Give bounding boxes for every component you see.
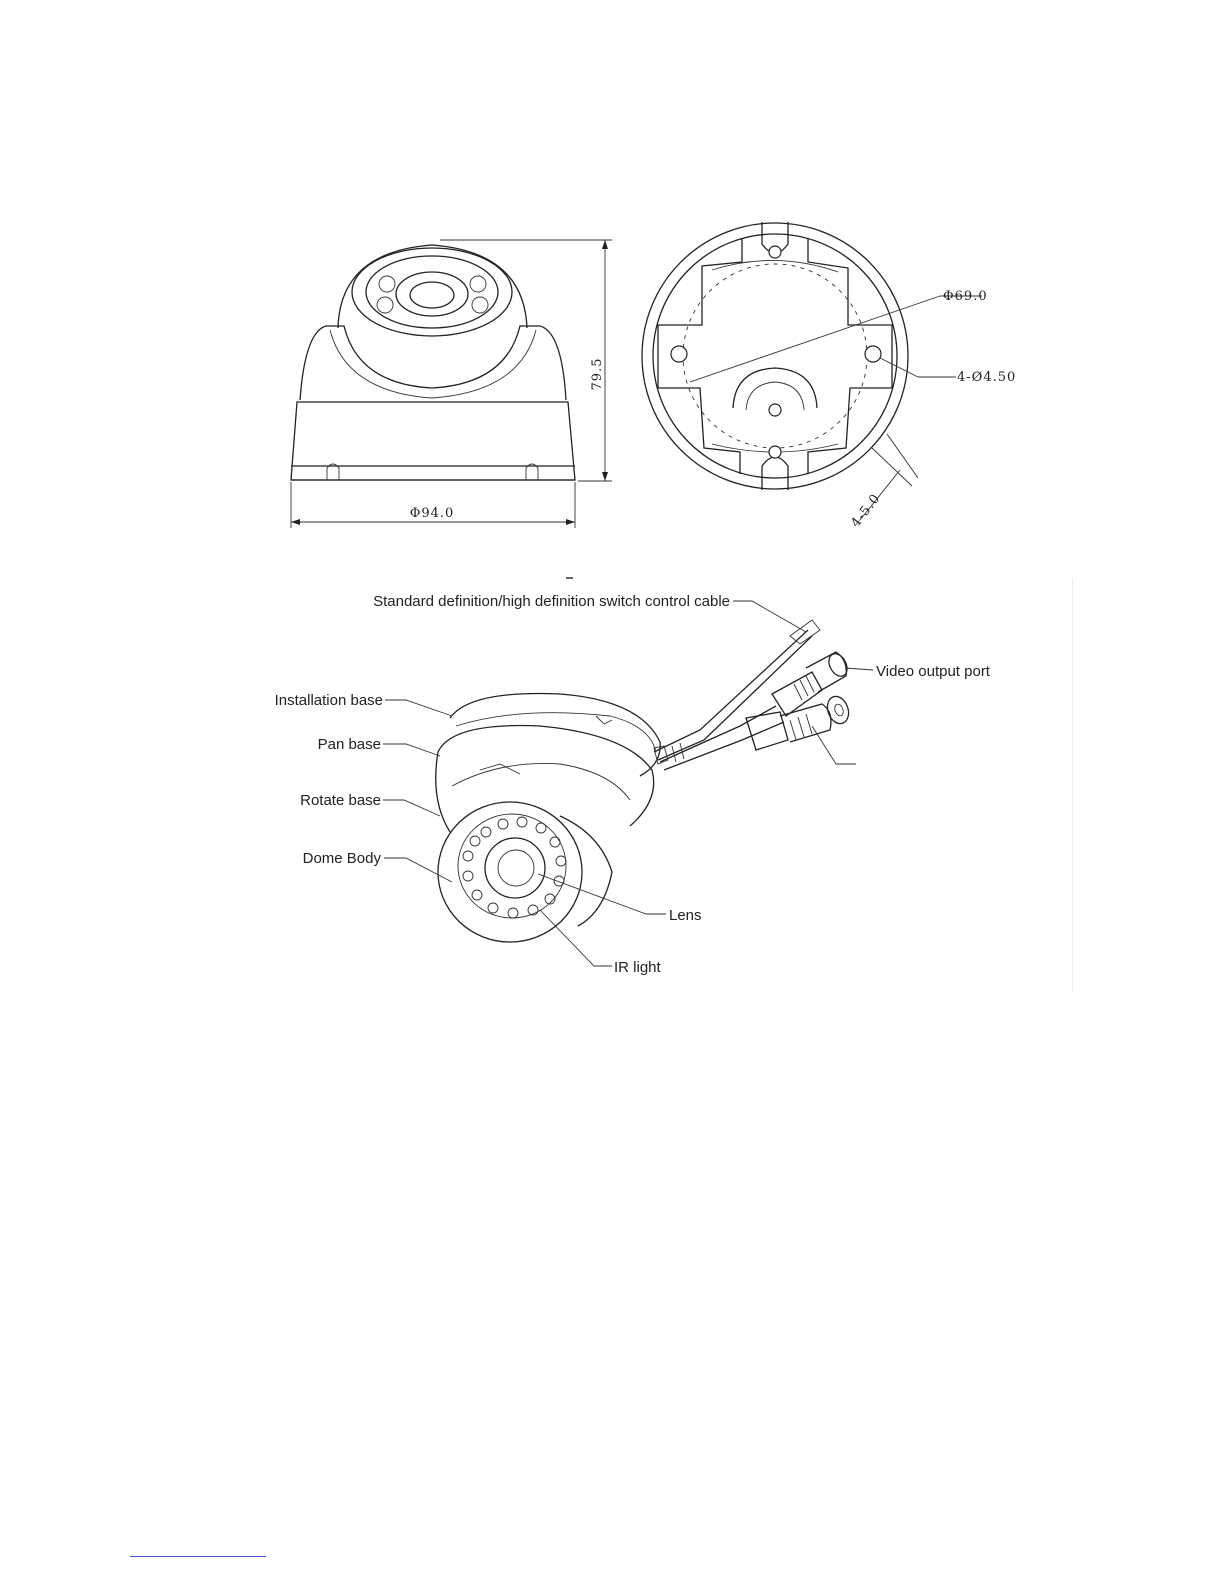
power-connector	[746, 693, 852, 750]
lens-glass	[410, 282, 454, 308]
inner-ring	[653, 234, 897, 478]
slot-dimension: 4-5.0	[848, 491, 884, 531]
ir-led	[470, 276, 486, 292]
cable-boss	[733, 368, 817, 408]
ir-led	[377, 297, 393, 313]
isometric-view	[275, 578, 991, 976]
label-dome-body: Dome Body	[302, 850, 381, 867]
rotate-base	[560, 816, 612, 926]
pcd-circle	[683, 264, 867, 448]
lens	[485, 838, 545, 898]
footer-rule	[130, 1556, 266, 1557]
bnc-connector	[772, 651, 851, 716]
height-dimension: 79.5	[590, 357, 605, 391]
mount-slots	[671, 222, 881, 490]
inner-diameter-dimension: Φ69.0	[943, 289, 988, 304]
hole-dimension: 4-Ø4.50	[957, 370, 1017, 385]
shroud	[300, 326, 566, 400]
lens-housing	[396, 272, 468, 316]
dome-body	[438, 802, 582, 942]
base-body	[291, 402, 575, 480]
ir-led	[379, 276, 395, 292]
label-installation-base: Installation base	[274, 692, 383, 709]
cable-hole	[769, 404, 781, 416]
video-cable	[660, 706, 776, 762]
bottom-view	[642, 222, 1016, 530]
label-rotate-base: Rotate base	[300, 792, 381, 809]
label-pan-base: Pan base	[317, 736, 381, 753]
label-lens: Lens	[669, 907, 702, 924]
ir-led	[472, 297, 488, 313]
label-ir-light: IR light	[614, 959, 661, 976]
label-switch-cable: Standard definition/high definition switch control cable	[373, 593, 730, 610]
side-view	[291, 240, 612, 528]
width-dimension: Φ94.0	[409, 506, 455, 521]
lens-ring-outer	[352, 248, 512, 336]
label-video-output: Video output port	[876, 663, 990, 680]
switch-cable	[654, 630, 808, 752]
mount-plate	[658, 238, 892, 474]
